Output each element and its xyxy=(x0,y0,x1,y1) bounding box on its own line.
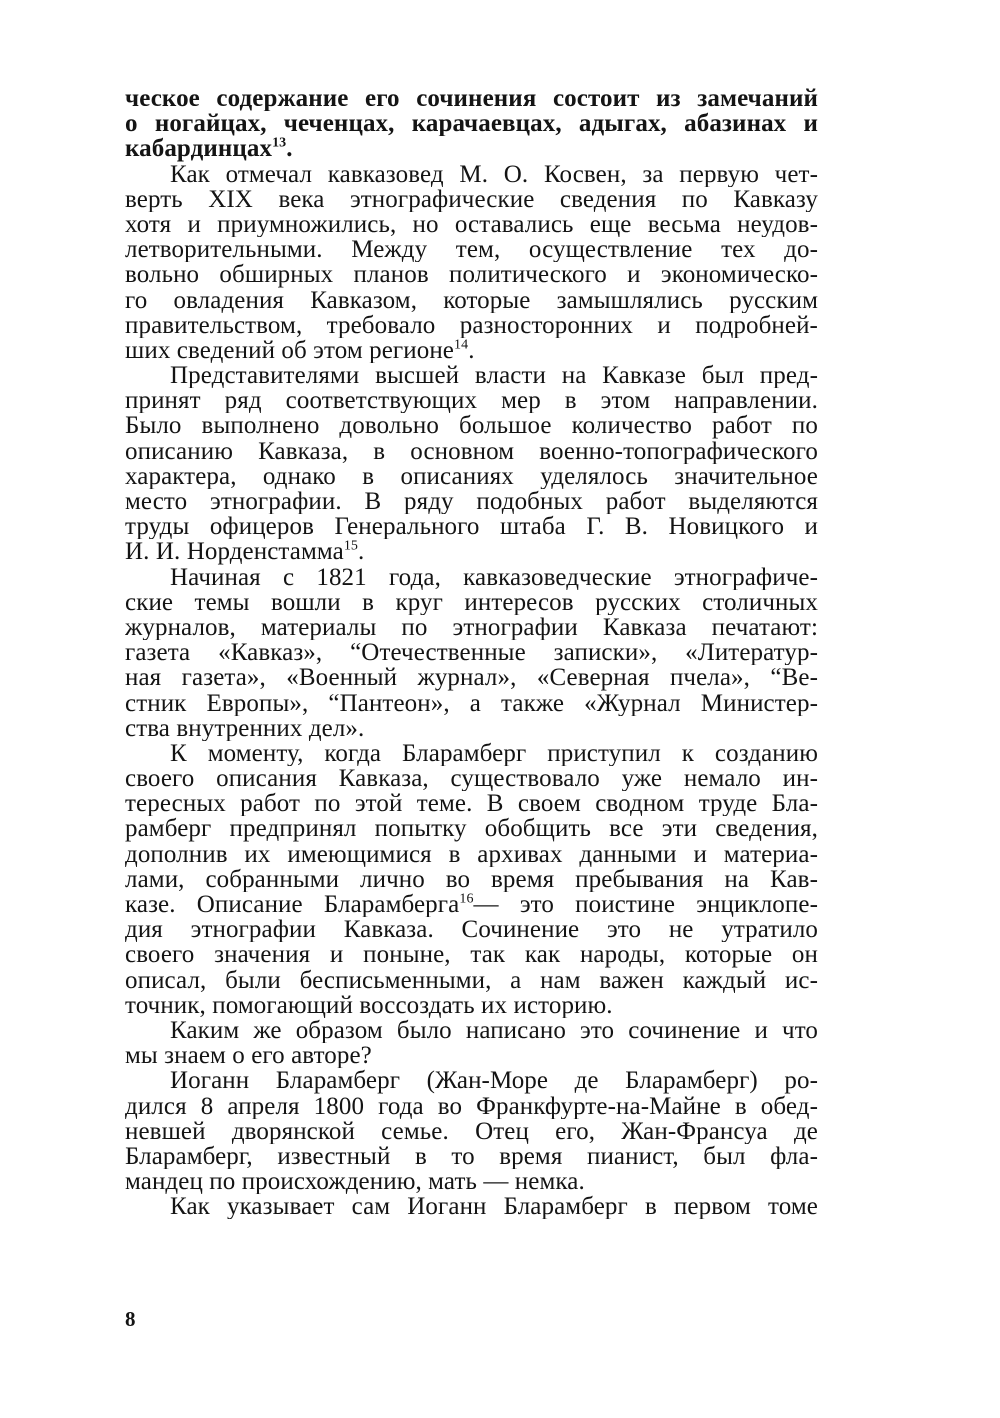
text-line xyxy=(125,741,818,766)
text-line-content: Каким же образом было написано это сочинение и что xyxy=(170,1017,818,1044)
text-line xyxy=(125,86,818,111)
text-line xyxy=(125,615,818,640)
text-line-content: К моменту, когда Бларамберг приступил к созданию xyxy=(170,740,818,767)
text-line xyxy=(125,1119,818,1144)
text-line xyxy=(125,262,818,287)
text-line-content: ная газета», «Военный журнал», «Северная пчела», “Ве- xyxy=(125,665,818,691)
text-line-content: журналов, материалы по этнографии Кавказа печатают: xyxy=(125,614,818,641)
text-line xyxy=(125,413,818,438)
text-line-content: кабардинцах xyxy=(125,136,273,162)
text-line xyxy=(125,590,818,615)
text-line-content: вольно обширных планов политического и экономическо- xyxy=(125,262,818,288)
text-line-content: Как указывает сам Иоганн Бларамберг в первом томе xyxy=(170,1194,818,1220)
text-line-content: стник Европы», “Пантеон», а также «Журнал Министер- xyxy=(125,690,818,716)
text-line xyxy=(125,288,818,313)
text-line-content: дополнив их имеющимися в архивах данными и материа- xyxy=(125,841,818,867)
text-line xyxy=(125,187,818,212)
text-line xyxy=(125,816,818,841)
text-line xyxy=(125,439,818,464)
text-line xyxy=(125,489,818,514)
text-line-content: ческое содержание его сочинения состоит из замечаний xyxy=(125,86,818,112)
text-line xyxy=(125,212,818,237)
text-line xyxy=(125,1169,818,1194)
text-line xyxy=(125,162,818,187)
text-line-content: Было выполнено довольно большое количество работ по xyxy=(125,413,818,439)
text-line-content: летворительными. Между тем, осуществление тех до- xyxy=(125,237,818,263)
text-line-content: описанию Кавказа, в основном военно-топографического xyxy=(125,438,818,464)
footnote-reference: 14 xyxy=(454,337,469,353)
text-line xyxy=(125,1018,818,1043)
text-line-content: го овладения Кавказом, которые замышлялись русским xyxy=(125,287,818,313)
text-line xyxy=(125,464,818,489)
text-line-content: точник, помогающий воссоздать их историю. xyxy=(125,992,613,1018)
text-line-content: газета «Кавказ», “Отечественные записки», «Литератур- xyxy=(125,640,818,666)
text-line xyxy=(125,136,818,161)
text-line-content: описал, были бесписьменными, а нам важен каждый ис- xyxy=(125,967,818,993)
text-line xyxy=(125,1194,818,1219)
text-line xyxy=(125,716,818,741)
text-line-content: Начиная с 1821 года, кавказоведческие этнографиче- xyxy=(170,564,818,590)
text-line xyxy=(125,968,818,993)
text-line xyxy=(125,565,818,590)
text-line-content: хотя и приумножились, но оставались еще весьма неудов- xyxy=(125,211,818,238)
text-line xyxy=(125,942,818,967)
text-line-content: своего описания Кавказа, существовало уже немало ин- xyxy=(125,766,818,792)
text-line xyxy=(125,514,818,539)
text-line xyxy=(125,1043,818,1068)
text-line xyxy=(125,766,818,791)
text-line-content: невшей дворянской семье. Отец его, Жан-Франсуа де xyxy=(125,1118,818,1144)
text-line-content: правительством, требовало разносторонних и подробней- xyxy=(125,312,818,338)
text-line xyxy=(125,1094,818,1119)
text-line xyxy=(125,842,818,867)
text-line-content: верть XIX века этнографические сведения по Кавказу xyxy=(125,186,818,212)
text-line-content: тересных работ по этой теме. В своем сводном труде Бла- xyxy=(125,791,818,817)
page-number: 8 xyxy=(125,1307,136,1331)
text-line-tail: . xyxy=(468,337,475,364)
text-line xyxy=(125,338,818,363)
text-line-content: И. И. Норденстамма xyxy=(125,539,344,565)
text-line-content: Бларамберг, известный в то время пианист, был фла- xyxy=(125,1143,818,1170)
text-line-content: ших сведений об этом регионе xyxy=(125,337,454,364)
text-line xyxy=(125,388,818,413)
text-line xyxy=(125,363,818,388)
text-line xyxy=(125,917,818,942)
text-line-content: лами, собранными лично во время пребывания на Кав- xyxy=(125,866,818,892)
text-line xyxy=(125,539,818,564)
page-text xyxy=(125,86,818,1219)
text-line-content: мандец по происхождению, мать — немка. xyxy=(125,1169,585,1195)
text-line-content: ские темы вошли в круг интересов русских столичных xyxy=(125,589,818,615)
text-line-content: Иоганн Бларамберг (Жан-Море де Бларамберг) ро- xyxy=(170,1068,818,1094)
text-line xyxy=(125,640,818,665)
text-line-tail: . xyxy=(286,136,293,162)
text-line xyxy=(125,867,818,892)
text-line-content: ства внутренних дел». xyxy=(125,715,365,741)
text-line-content: казе. Описание Бларамберга xyxy=(125,892,460,918)
text-line-tail: — это поистине энциклопе- xyxy=(473,892,818,918)
text-line xyxy=(125,313,818,338)
footnote-reference: 15 xyxy=(343,539,359,555)
footnote-reference: 13 xyxy=(272,136,287,152)
text-line xyxy=(125,892,818,917)
text-line xyxy=(125,665,818,690)
text-line-content: Представителями высшей власти на Кавказе был пред- xyxy=(170,363,818,389)
text-line-content: о ногайцах, чеченцах, карачаевцах, адыгах, абазинах и xyxy=(125,111,818,137)
text-line xyxy=(125,111,818,136)
text-line xyxy=(125,993,818,1018)
text-line-content: труды офицеров Генерального штаба Г. В. Новицкого и xyxy=(125,514,818,540)
text-line-content: место этнографии. В ряду подобных работ выделяются xyxy=(125,489,818,515)
text-line xyxy=(125,237,818,262)
text-line-content: рамберг предпринял попытку обобщить все эти сведения, xyxy=(125,816,818,842)
text-line-content: принят ряд соответствующих мер в этом направлении. xyxy=(125,388,818,414)
text-line xyxy=(125,691,818,716)
text-line-content: мы знаем о его авторе? xyxy=(125,1043,372,1069)
text-line xyxy=(125,1144,818,1169)
text-line-content: Как отмечал кавказовед М. О. Косвен, за первую чет- xyxy=(170,161,818,187)
text-line xyxy=(125,791,818,816)
footnote-reference: 16 xyxy=(459,892,474,907)
text-line-content: характера, однако в описаниях уделялось значительное xyxy=(125,463,818,489)
text-line-content: дился 8 апреля 1800 года во Франкфурте-на-Майне в обед- xyxy=(125,1093,818,1119)
text-line xyxy=(125,1068,818,1093)
text-line-content: своего значения и поныне, так как народы, которые он xyxy=(125,942,818,968)
text-line-content: дия этнографии Кавказа. Сочинение это не утратило xyxy=(125,917,818,943)
text-line-tail: . xyxy=(358,539,365,565)
